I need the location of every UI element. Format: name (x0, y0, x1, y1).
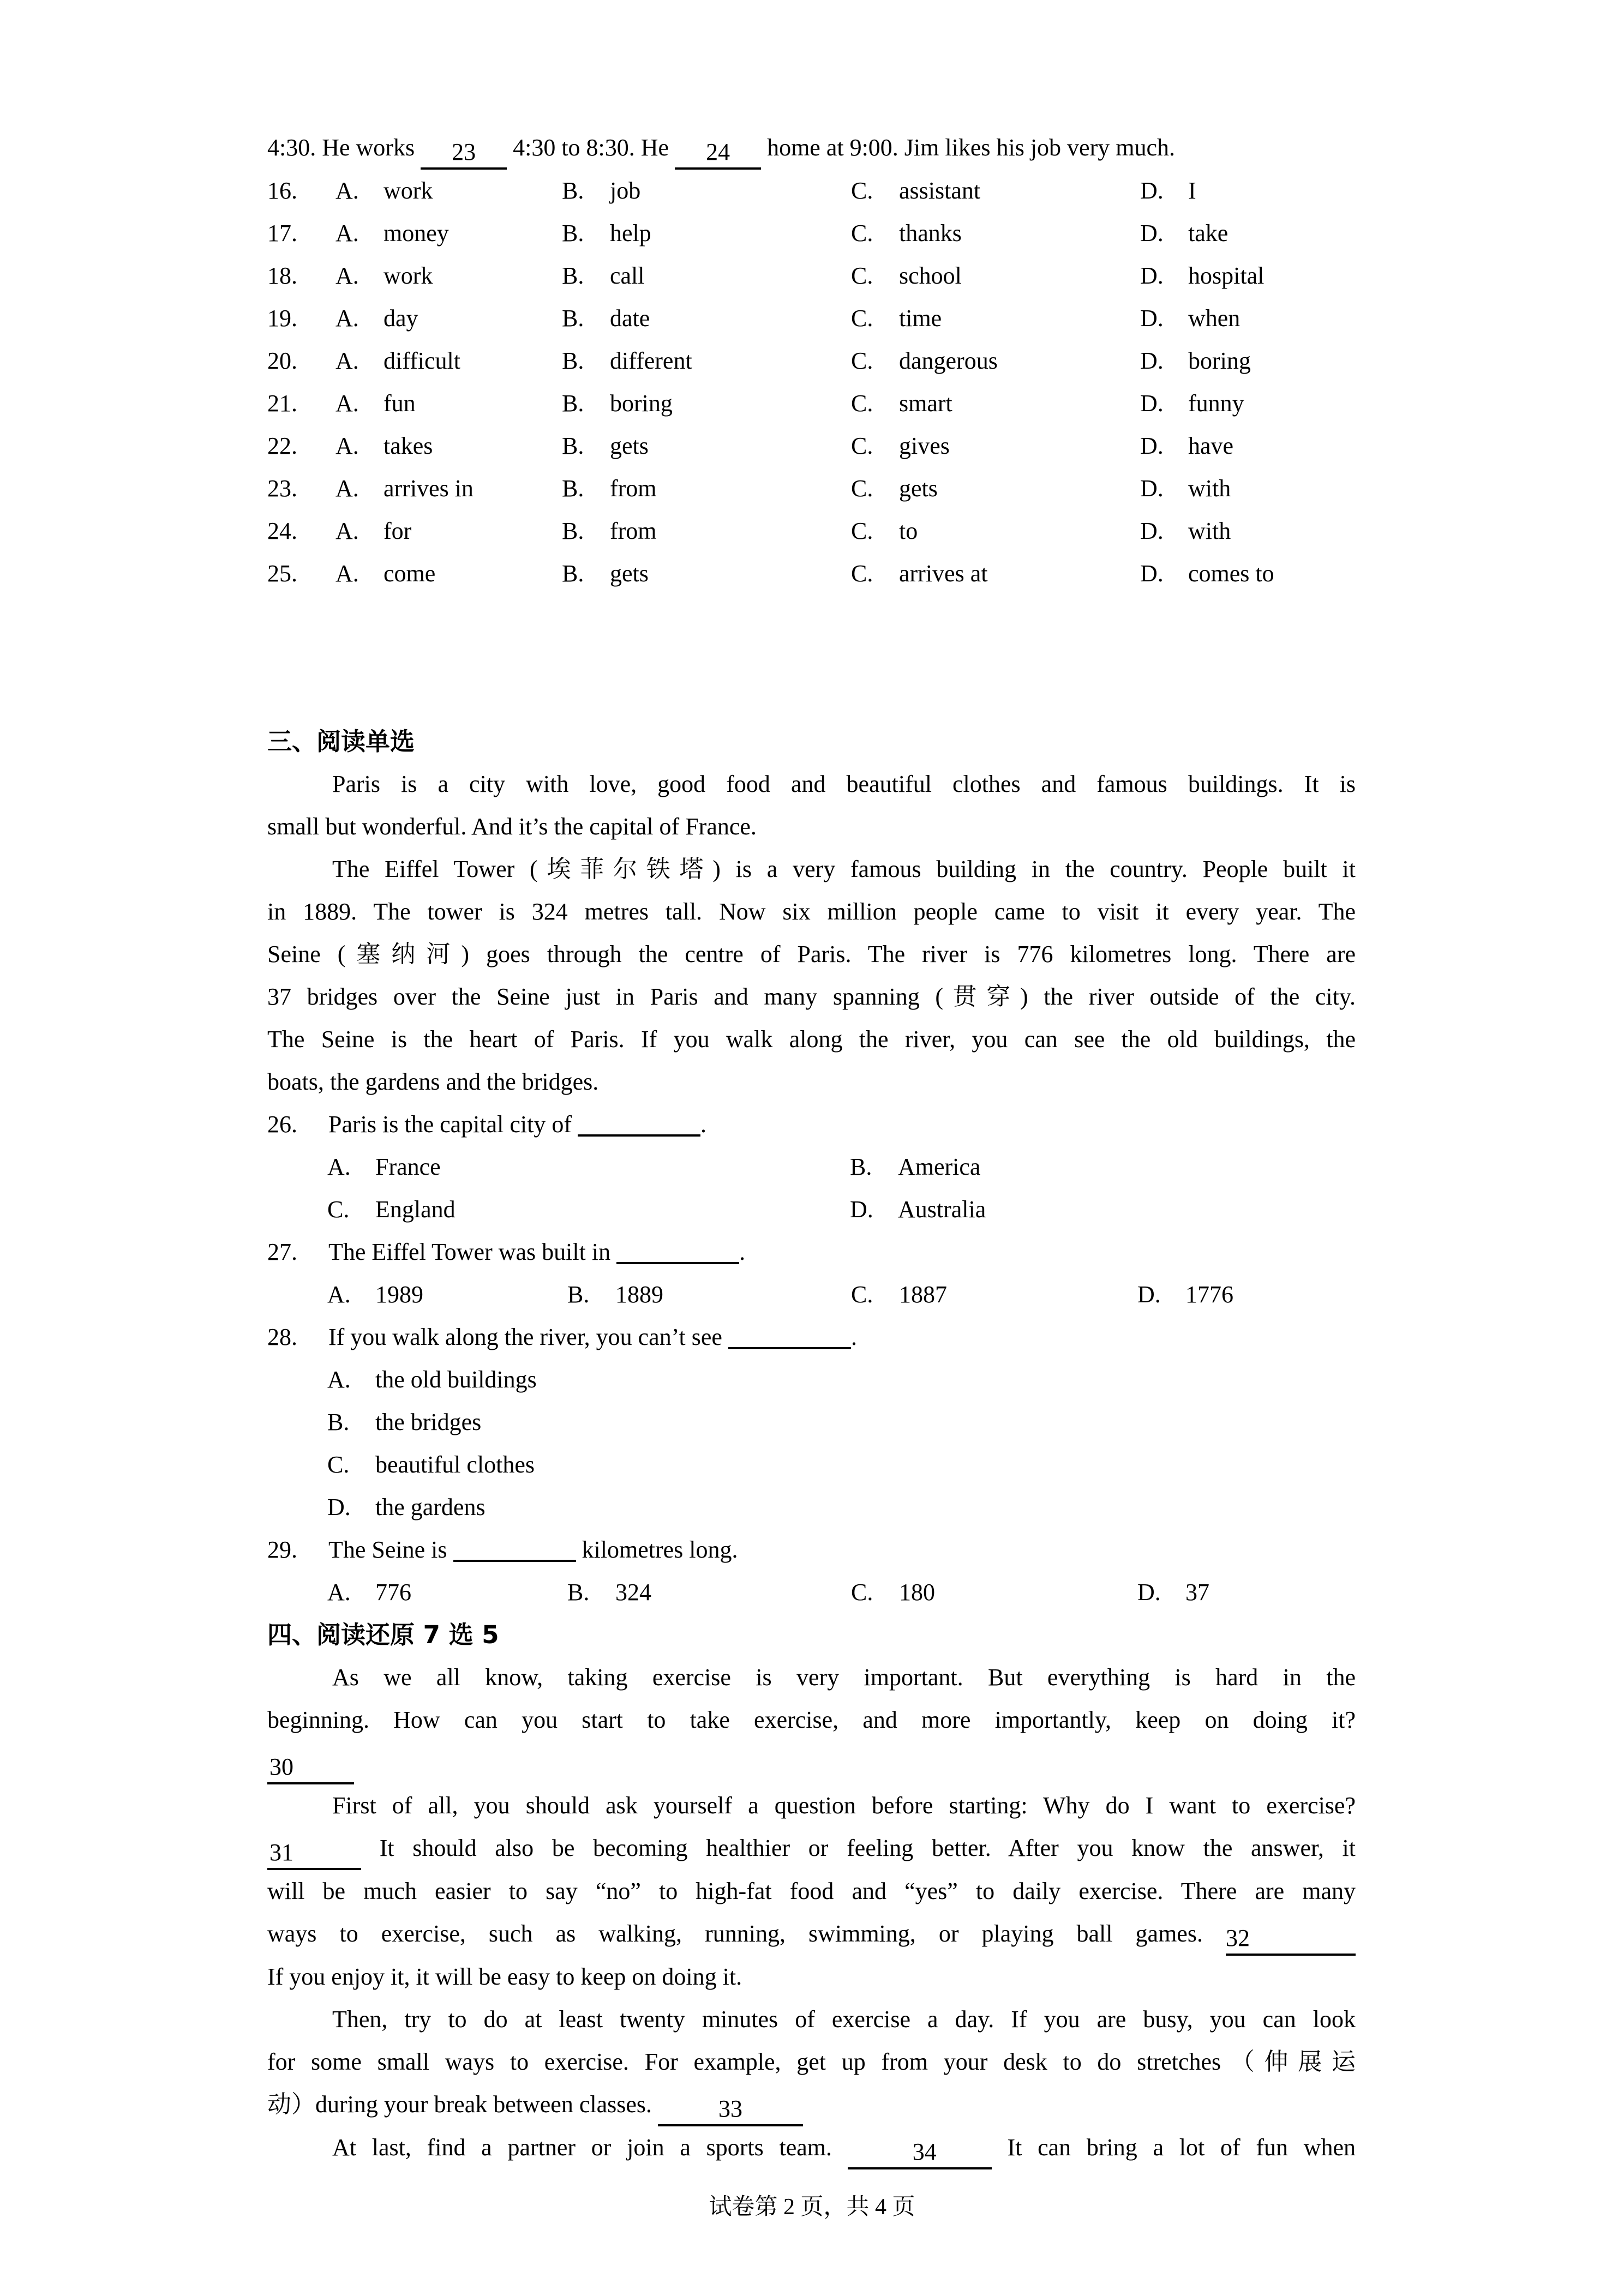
option-text: 1889 (615, 1281, 663, 1308)
cloze-question-row (267, 212, 1356, 255)
option-text: have (1188, 432, 1234, 459)
option-letter: D. (1137, 1281, 1161, 1308)
option-a (335, 170, 562, 212)
option-text: to (899, 518, 918, 544)
passage-line: As we all know, taking exercise is very important. But everything is hard in the (332, 1664, 1356, 1691)
cloze-question-row (267, 425, 1356, 467)
question-text: . (739, 1239, 746, 1265)
option-text: America (898, 1153, 981, 1180)
option-text: different (610, 347, 692, 374)
question-text: The Eiffel Tower was built in (328, 1239, 611, 1265)
cloze-passage-line (267, 127, 1356, 170)
option-letter: C. (327, 1196, 350, 1223)
cloze-question-row (267, 340, 1356, 382)
option-letter: B. (562, 518, 584, 544)
option-a (327, 1146, 850, 1188)
option-a (335, 510, 562, 552)
option-letter: C. (851, 475, 873, 502)
option-c (851, 212, 1140, 255)
option-c (851, 297, 1140, 340)
question-number: 22. (267, 432, 297, 459)
question-number: 16. (267, 177, 297, 204)
option-text: takes (383, 432, 433, 459)
passage-line: The Seine is the heart of Paris. If you walk along the river, you can see the old buildings, the (267, 1026, 1356, 1053)
option-text: gets (610, 560, 649, 587)
option-c (851, 340, 1140, 382)
option-text: work (383, 177, 433, 204)
answer-blank-33: 33 (658, 2094, 803, 2126)
section4-heading: 四、阅读还原 7 选 5 (267, 1620, 499, 1649)
option-d (1140, 212, 1356, 255)
option-a (335, 467, 562, 510)
option-letter: C. (851, 305, 873, 332)
option-text: dangerous (899, 347, 998, 374)
page-content (267, 127, 1356, 2169)
option-text: Australia (898, 1196, 986, 1223)
option-letter: D. (1140, 177, 1164, 204)
passage-line (267, 2126, 1356, 2169)
question-text: . (850, 1324, 857, 1350)
option-b (562, 382, 851, 425)
option-c (851, 170, 1140, 212)
option-letter: A. (327, 1281, 351, 1308)
option-letter: B. (562, 390, 584, 417)
option-b (562, 467, 851, 510)
option-letter: C. (851, 347, 873, 374)
option-c (851, 382, 1140, 425)
option-text: arrives in (383, 475, 474, 502)
option-letter: A. (335, 347, 359, 374)
cloze-question-row (267, 297, 1356, 340)
question-number: 24. (267, 518, 297, 544)
option-a (335, 255, 562, 297)
option-text: gives (899, 432, 950, 459)
option-text: date (610, 305, 650, 332)
question-number: 21. (267, 390, 297, 417)
option-d (1140, 552, 1356, 595)
passage-line: in 1889. The tower is 324 metres tall. Now six million people came to visit it every year. The (267, 898, 1356, 925)
option-d (850, 1188, 1356, 1231)
passage-line: The Eiffel Tower (埃菲尔铁塔) is a very famous building in the country. People built it (332, 856, 1356, 882)
passage-line (267, 2083, 1356, 2126)
option-a (335, 340, 562, 382)
option-a (335, 382, 562, 425)
option-text: call (610, 262, 645, 289)
cloze-text: 4:30 to 8:30. He (513, 134, 669, 161)
option-text: arrives at (899, 560, 988, 587)
option-d (1140, 340, 1356, 382)
answer-blank-31: 31 (267, 1837, 361, 1870)
option-d (1137, 1273, 1356, 1316)
option-text: help (610, 220, 651, 247)
option-letter: B. (562, 262, 584, 289)
passage-text: It can bring a lot of fun when (1007, 2134, 1356, 2161)
cloze-text: 4:30. He works (267, 134, 415, 161)
passage-line: beginning. How can you start to take exercise, and more importantly, keep on doing it? (267, 1706, 1356, 1733)
cloze-question-row (267, 467, 1356, 510)
option-letter: B. (562, 177, 584, 204)
passage-line: 37 bridges over the Seine just in Paris and many spanning (贯穿) the river outside of the city. (267, 983, 1356, 1010)
option-letter: D. (850, 1196, 873, 1223)
option-text: for (383, 518, 412, 544)
option-text: work (383, 262, 433, 289)
option-text: assistant (899, 177, 981, 204)
option-letter: A. (335, 262, 359, 289)
option-letter: B. (327, 1409, 350, 1435)
option-text: beautiful clothes (375, 1451, 535, 1478)
option-text: England (375, 1196, 456, 1223)
option-b (562, 212, 851, 255)
option-text: hospital (1188, 262, 1265, 289)
option-text: boring (1188, 347, 1251, 374)
option-text: fun (383, 390, 416, 417)
option-letter: B. (567, 1579, 590, 1606)
option-a (335, 297, 562, 340)
option-letter: A. (335, 177, 359, 204)
question-line-26 (267, 1103, 1356, 1146)
option-text: when (1188, 305, 1241, 332)
option-c (851, 467, 1140, 510)
option-letter: C. (851, 1281, 873, 1308)
passage-text: ways to exercise, such as walking, running, swimming, or playing ball games. (267, 1920, 1203, 1947)
option-letter: B. (562, 475, 584, 502)
option-letter: A. (335, 475, 359, 502)
question-number: 23. (267, 475, 297, 502)
cloze-question-row (267, 552, 1356, 595)
option-letter: D. (1140, 390, 1164, 417)
option-d (1137, 1571, 1356, 1614)
question-number: 28. (267, 1324, 297, 1350)
options-row (267, 1146, 1356, 1188)
options-row (267, 1571, 1356, 1614)
option-letter: C. (327, 1451, 350, 1478)
question-text: The Seine is (328, 1536, 447, 1563)
option-letter: A. (327, 1153, 351, 1180)
cloze-question-row (267, 510, 1356, 552)
option-text: 37 (1185, 1579, 1209, 1606)
passage-line: Then, try to do at least twenty minutes of exercise a day. If you are busy, you can look (332, 2006, 1356, 2033)
option-letter: D. (1140, 518, 1164, 544)
option-line-c (267, 1444, 1356, 1486)
option-text: come (383, 560, 436, 587)
option-letter: B. (562, 220, 584, 247)
option-text: 1989 (375, 1281, 423, 1308)
passage-line: boats, the gardens and the bridges. (267, 1068, 599, 1095)
passage-line: will be much easier to say “no” to high-fat food and “yes” to daily exercise. There are many (267, 1878, 1356, 1904)
option-d (1140, 425, 1356, 467)
option-text: gets (899, 475, 938, 502)
option-c (851, 255, 1140, 297)
option-text: 180 (899, 1579, 935, 1606)
question-text: Paris is the capital city of (328, 1111, 572, 1138)
option-d (1140, 297, 1356, 340)
option-letter: D. (1140, 560, 1164, 587)
answer-blank (578, 1104, 700, 1137)
option-b (562, 170, 851, 212)
answer-blank (453, 1529, 576, 1562)
option-text: smart (899, 390, 952, 417)
question-text: kilometres long. (582, 1536, 738, 1563)
question-number: 17. (267, 220, 297, 247)
option-b (562, 552, 851, 595)
option-a (327, 1273, 567, 1316)
option-c (851, 1273, 1137, 1316)
answer-blank (616, 1231, 739, 1264)
option-text: the bridges (375, 1409, 482, 1435)
option-c (327, 1188, 850, 1231)
option-letter: D. (1140, 432, 1164, 459)
option-letter: C. (851, 518, 873, 544)
option-letter: B. (567, 1281, 590, 1308)
question-line-27 (267, 1231, 1356, 1273)
option-text: money (383, 220, 449, 247)
option-letter: A. (327, 1579, 351, 1606)
option-d (1140, 510, 1356, 552)
option-line-a (267, 1359, 1356, 1401)
option-letter: C. (851, 1579, 873, 1606)
passage-text: It should also be becoming healthier or feeling better. After you know the answer, it (379, 1835, 1356, 1861)
option-text: comes to (1188, 560, 1274, 587)
answer-blank-32: 32 (1226, 1923, 1356, 1956)
option-text: with (1188, 475, 1231, 502)
option-text: gets (610, 432, 649, 459)
option-letter: D. (1140, 475, 1164, 502)
option-letter: D. (327, 1494, 351, 1520)
question-number: 29. (267, 1536, 297, 1563)
question-text: If you walk along the river, you can’t see (328, 1324, 722, 1350)
option-letter: D. (1140, 347, 1164, 374)
question-number: 18. (267, 262, 297, 289)
option-letter: C. (851, 177, 873, 204)
option-text: school (899, 262, 962, 289)
option-letter: A. (335, 390, 359, 417)
option-text: France (375, 1153, 441, 1180)
option-letter: B. (562, 432, 584, 459)
option-letter: D. (1140, 305, 1164, 332)
passage-line: First of all, you should ask yourself a question before starting: Why do I want to exercise? (332, 1792, 1356, 1819)
option-text: funny (1188, 390, 1244, 417)
answer-blank-34: 34 (848, 2137, 992, 2169)
option-letter: B. (562, 347, 584, 374)
options-row (267, 1273, 1356, 1316)
option-b (850, 1146, 1356, 1188)
option-text: 1776 (1185, 1281, 1233, 1308)
option-letter: A. (335, 518, 359, 544)
option-letter: C. (851, 432, 873, 459)
passage-line: Paris is a city with love, good food and beautiful clothes and famous buildings. It is (332, 771, 1356, 797)
option-letter: B. (562, 305, 584, 332)
option-a (327, 1571, 567, 1614)
option-letter: A. (335, 305, 359, 332)
option-b (562, 425, 851, 467)
option-b (567, 1273, 851, 1316)
option-text: take (1188, 220, 1229, 247)
section3-heading: 三、阅读单选 (267, 727, 415, 756)
cloze-question-row (267, 255, 1356, 297)
option-c (851, 425, 1140, 467)
passage-text: 动）during your break between classes. (267, 2091, 652, 2118)
option-text: difficult (383, 347, 460, 374)
option-letter: A. (335, 560, 359, 587)
option-letter: A. (327, 1366, 351, 1393)
option-text: thanks (899, 220, 962, 247)
option-text: from (610, 518, 657, 544)
passage-line: Seine (塞纳河) goes through the centre of Paris. The river is 776 kilometres long. There are (267, 941, 1356, 967)
option-text: job (610, 177, 641, 204)
passage-line (267, 1913, 1356, 1956)
answer-blank (728, 1317, 851, 1349)
option-text: day (383, 305, 418, 332)
option-b (562, 340, 851, 382)
cloze-question-row (267, 382, 1356, 425)
option-a (335, 212, 562, 255)
question-number: 27. (267, 1239, 297, 1265)
option-letter: D. (1140, 262, 1164, 289)
option-c (851, 552, 1140, 595)
option-d (1140, 255, 1356, 297)
cloze-text: home at 9:00. Jim likes his job very much. (767, 134, 1175, 161)
passage-line: small but wonderful. And it’s the capital of France. (267, 813, 757, 840)
option-d (1140, 382, 1356, 425)
passage-line (267, 1741, 1356, 1784)
answer-blank-24: 24 (675, 137, 761, 170)
options-row (267, 1188, 1356, 1231)
passage-line (267, 1827, 1356, 1870)
option-letter: D. (1140, 220, 1164, 247)
option-a (335, 552, 562, 595)
option-text: boring (610, 390, 673, 417)
option-c (851, 1571, 1137, 1614)
option-a (335, 425, 562, 467)
passage-text: At last, find a partner or join a sports team. (332, 2134, 832, 2161)
option-b (562, 255, 851, 297)
option-text: the gardens (375, 1494, 486, 1520)
option-text: 324 (615, 1579, 651, 1606)
option-line-b (267, 1401, 1356, 1444)
option-text: from (610, 475, 657, 502)
option-letter: C. (851, 560, 873, 587)
option-c (851, 510, 1140, 552)
question-number: 26. (267, 1111, 297, 1138)
question-text: . (700, 1111, 706, 1138)
cloze-question-row (267, 170, 1356, 212)
question-number: 20. (267, 347, 297, 374)
option-text: time (899, 305, 942, 332)
option-letter: B. (562, 560, 584, 587)
page-footer: 试卷第 2 页，共 4 页 (709, 2195, 915, 2220)
option-text: 1887 (899, 1281, 947, 1308)
question-line-29 (267, 1529, 1356, 1571)
passage-line: for some small ways to exercise. For example, get up from your desk to do stretches（伸展运 (267, 2048, 1356, 2075)
option-text: 776 (375, 1579, 411, 1606)
option-d (1140, 467, 1356, 510)
option-letter: C. (851, 220, 873, 247)
option-text: the old buildings (375, 1366, 537, 1393)
option-text: I (1188, 177, 1196, 204)
answer-blank-23: 23 (421, 137, 507, 170)
answer-blank-30: 30 (267, 1752, 354, 1784)
option-d (1140, 170, 1356, 212)
option-letter: C. (851, 390, 873, 417)
option-b (562, 510, 851, 552)
question-number: 19. (267, 305, 297, 332)
section-gap (267, 595, 1356, 720)
option-b (567, 1571, 851, 1614)
passage-line: If you enjoy it, it will be easy to keep on doing it. (267, 1963, 742, 1990)
option-text: with (1188, 518, 1231, 544)
option-letter: C. (851, 262, 873, 289)
option-line-d (267, 1486, 1356, 1529)
option-letter: A. (335, 220, 359, 247)
option-letter: A. (335, 432, 359, 459)
option-letter: B. (850, 1153, 872, 1180)
question-number: 25. (267, 560, 297, 587)
option-b (562, 297, 851, 340)
option-letter: D. (1137, 1579, 1161, 1606)
question-line-28 (267, 1316, 1356, 1359)
